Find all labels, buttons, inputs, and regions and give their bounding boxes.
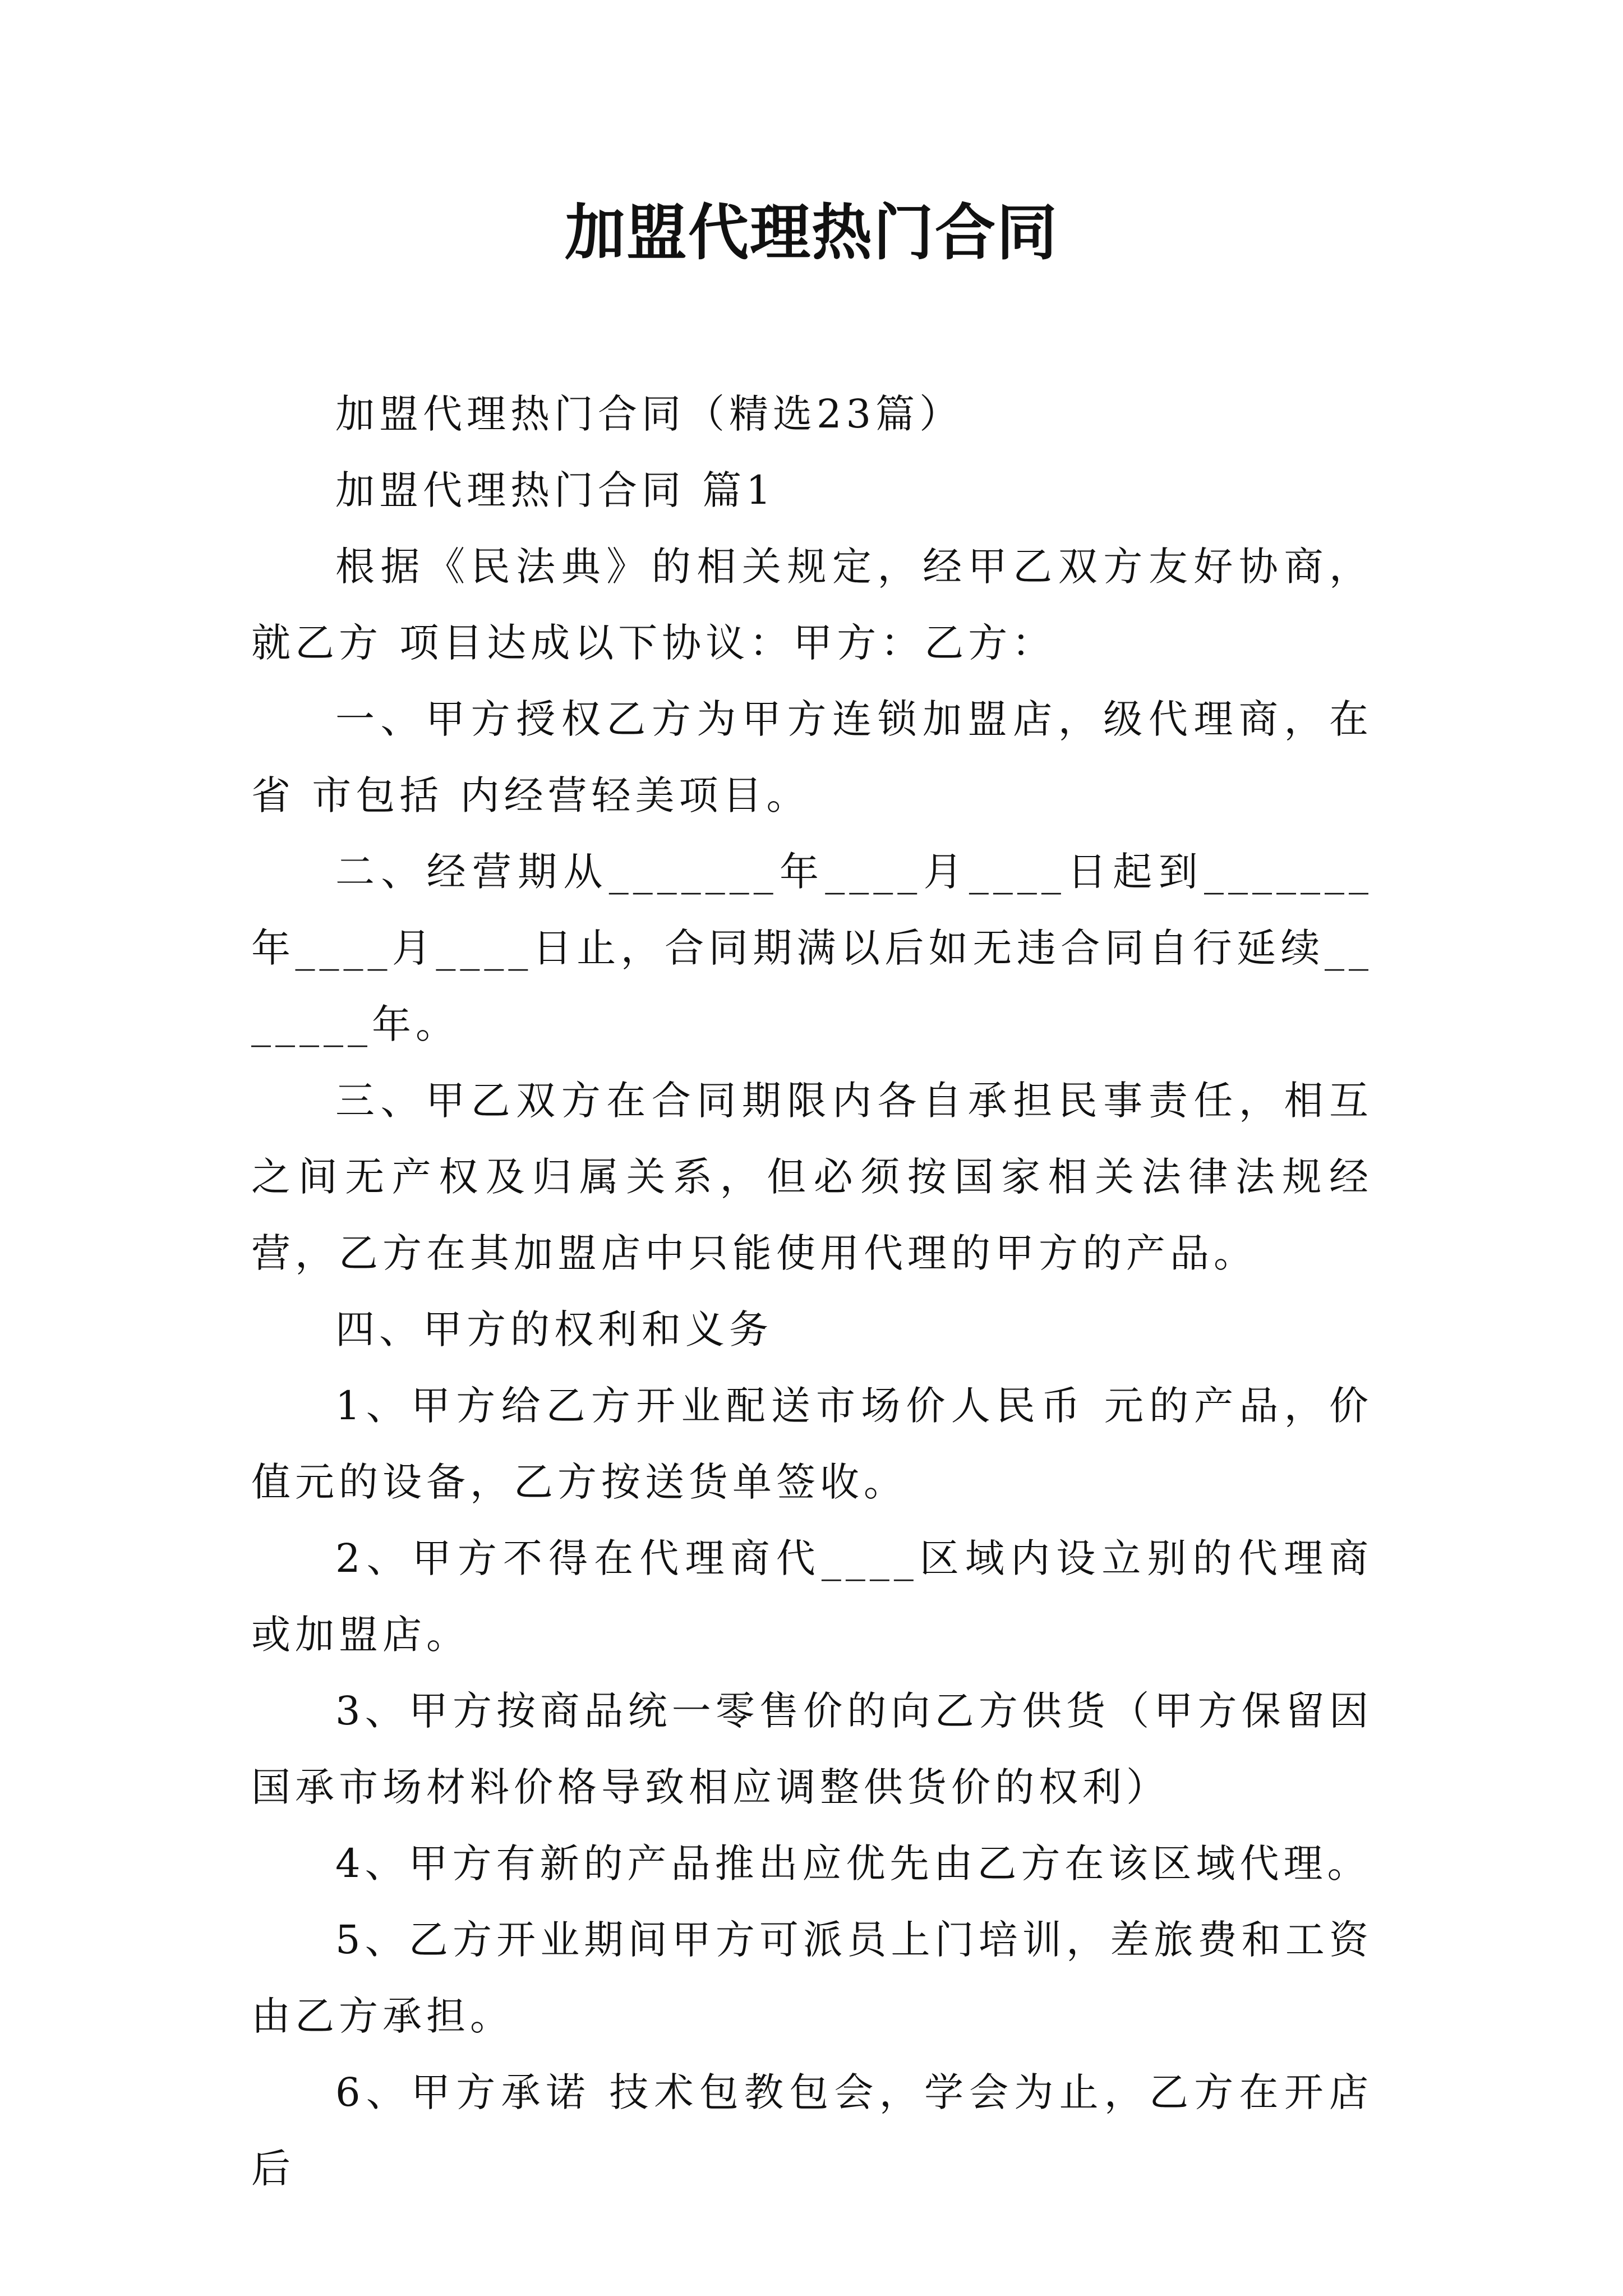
- paragraph-clause-2: 二、经营期从_______年____月____日起到_______年____月____日止，合同期满以后如无违合同自行延续_______年。: [251, 849, 1373, 1047]
- paragraph-preamble: 根据《民法典》的相关规定，经甲乙双方友好协商，就乙方 项目达成以下协议：甲方：乙方：: [251, 544, 1373, 666]
- paragraph-item-2: 2、甲方不得在代理商代____区域内设立别的代理商或加盟店。: [251, 1535, 1373, 1658]
- document-title: 加盟代理热门合同: [564, 197, 1058, 268]
- document-body: [251, 376, 1373, 2207]
- paragraph-item-3: 3、甲方按商品统一零售价的向乙方供货（甲方保留因国承市场材料价格导致相应调整供货价的权利）: [251, 1688, 1373, 1810]
- paragraph-item-6: 6、甲方承诺 技术包教包会，学会为止，乙方在开店后: [251, 2069, 1373, 2192]
- paragraph-clause-4-heading: 四、甲方的权利和义务: [335, 1306, 773, 1352]
- paragraph-item-1: 1、甲方给乙方开业配送市场价人民币 元的产品，价值元的设备，乙方按送货单签收。: [251, 1383, 1373, 1505]
- paragraph-clause-1: 一、甲方授权乙方为甲方连锁加盟店，级代理商，在省 市包括 内经营轻美项目。: [251, 696, 1373, 818]
- paragraph-clause-3: 三、甲乙双方在合同期限内各自承担民事责任，相互之间无产权及归属关系，但必须按国家相关法律法规经营，乙方在其加盟店中只能使用代理的甲方的产品。: [251, 1078, 1373, 1276]
- paragraph-section-heading: 加盟代理热门合同 篇1: [335, 467, 776, 513]
- paragraph-item-4: 4、甲方有新的产品推出应优先由乙方在该区域代理。: [335, 1841, 1371, 1887]
- paragraph-subtitle: 加盟代理热门合同（精选23篇）: [335, 391, 963, 437]
- paragraph-item-5: 5、乙方开业期间甲方可派员上门培训，差旅费和工资由乙方承担。: [251, 1917, 1373, 2039]
